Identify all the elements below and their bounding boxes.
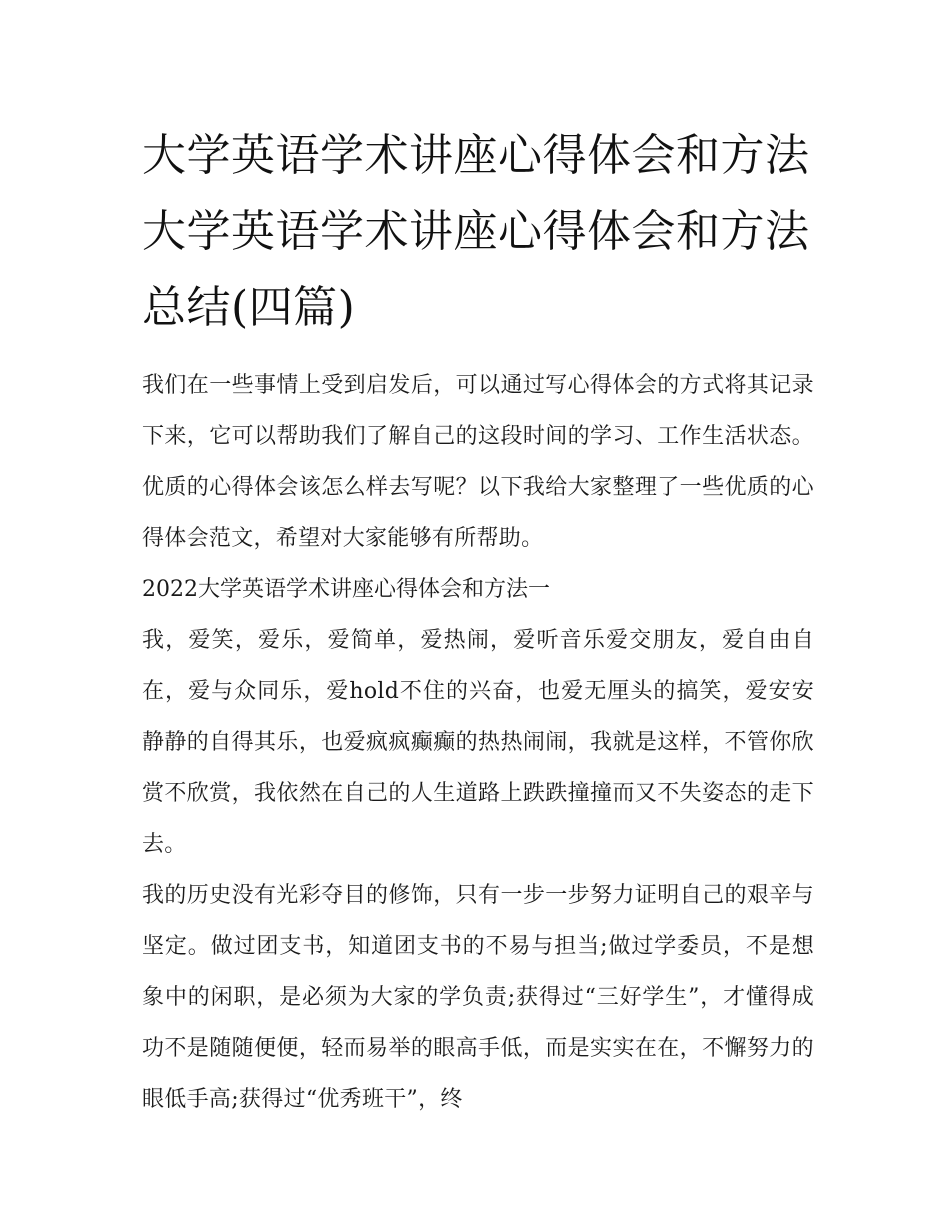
section-heading: 2022大学英语学术讲座心得体会和方法一 — [142, 577, 550, 602]
body-paragraph-2: 我的历史没有光彩夺目的修饰，只有一步一步努力证明自己的艰辛与坚定。做过团支书，知道团支书的不易与担当;做过学委员，不是想象中的闲职，是必须为大家的学负责;获得过“三好学生”，才懂得成功不是随随便便，轻而易举的眼高手低，而是实实在在，不懈努力的眼低手高;获得过“优秀班干”，终 — [142, 883, 814, 1112]
body-paragraph-1: 我，爱笑，爱乐，爱简单，爱热闹，爱听音乐爱交朋友，爱自由自在，爱与众同乐，爱hold不住的兴奋，也爱无厘头的搞笑，爱安安静静的自得其乐，也爱疯疯癫癫的热热闹闹，我就是这样，不管你欣赏不欣赏，我依然在自己的人生道路上跌跌撞撞而又不失姿态的走下去。 — [142, 628, 814, 857]
document-page — [142, 118, 814, 1125]
intro-paragraph: 我们在一些事情上受到启发后，可以通过写心得体会的方式将其记录下来，它可以帮助我们了解自己的这段时间的学习、工作生活状态。优质的心得体会该怎么样去写呢？以下我给大家整理了一些优质的心得体会范文，希望对大家能够有所帮助。 — [142, 373, 814, 551]
document-title: 大学英语学术讲座心得体会和方法 大学英语学术讲座心得体会和方法总结(四篇) — [142, 130, 810, 333]
